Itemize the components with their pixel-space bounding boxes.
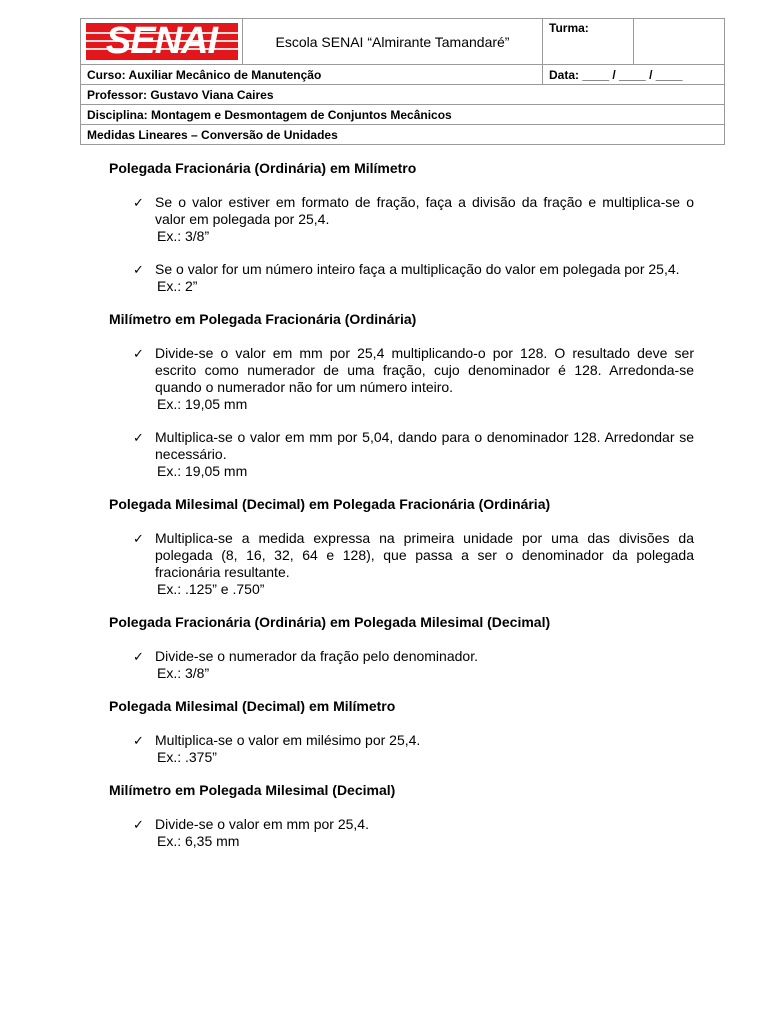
- checkmark-icon: ✓: [133, 346, 144, 361]
- section-title: Polegada Milesimal (Decimal) em Milímetro: [109, 698, 396, 714]
- checkmark-icon: ✓: [133, 733, 144, 748]
- list-item: [109, 732, 694, 766]
- list-item: [109, 530, 694, 598]
- section-title: Polegada Fracionária (Ordinária) em Milímetro: [109, 160, 417, 176]
- checkmark-icon: ✓: [133, 649, 144, 664]
- item-text: Se o valor for um número inteiro faça a multiplicação do valor em polegada por 25,4.: [155, 261, 680, 277]
- checkmark-icon: ✓: [133, 195, 144, 210]
- section-title: Milímetro em Polegada Fracionária (Ordinária): [109, 311, 417, 327]
- item-example: Ex.: 19,05 mm: [157, 396, 248, 412]
- item-example: Ex.: 6,35 mm: [157, 833, 240, 849]
- list-item: [109, 429, 694, 480]
- section-title: Polegada Milesimal (Decimal) em Polegada Fracionária (Ordinária): [109, 496, 551, 512]
- senai-logo-text: SENAI: [105, 23, 218, 60]
- discipline-field: Disciplina: Montagem e Desmontagem de Conjuntos Mecânicos: [81, 105, 725, 125]
- checkmark-icon: ✓: [133, 262, 144, 277]
- checkmark-icon: ✓: [133, 531, 144, 546]
- bullet-list: [109, 816, 694, 850]
- professor-field: Professor: Gustavo Viana Caires: [81, 85, 725, 105]
- item-example: Ex.: 3/8”: [157, 665, 210, 681]
- school-name: Escola SENAI “Almirante Tamandaré”: [243, 19, 543, 65]
- bullet-list: [109, 345, 694, 480]
- turma-label: Turma:: [543, 19, 634, 65]
- item-example: Ex.: 19,05 mm: [157, 463, 248, 479]
- course-field: Curso: Auxiliar Mecânico de Manutenção: [81, 65, 543, 85]
- list-item: [109, 345, 694, 413]
- list-item: [109, 648, 694, 682]
- bullet-list: [109, 648, 694, 682]
- list-item: [109, 816, 694, 850]
- item-example: Ex.: .125” e .750”: [157, 581, 265, 597]
- checkmark-icon: ✓: [133, 817, 144, 832]
- topic-field: Medidas Lineares – Conversão de Unidades: [81, 125, 725, 145]
- item-text: Se o valor estiver em formato de fração, faça a divisão da fração e multiplica-se o valor em polegada por 25,4.: [155, 194, 694, 227]
- document-header: [80, 18, 725, 145]
- checkmark-icon: ✓: [133, 430, 144, 445]
- document-body: [109, 160, 694, 850]
- item-text: Divide-se o valor em mm por 25,4.: [155, 816, 369, 832]
- date-field: Data: ____ / ____ / ____: [543, 65, 725, 85]
- senai-logo: [86, 23, 238, 60]
- bullet-list: [109, 194, 694, 295]
- bullet-list: [109, 530, 694, 598]
- section-title: Milímetro em Polegada Milesimal (Decimal): [109, 782, 396, 798]
- item-text: Multiplica-se a medida expressa na primeira unidade por uma das divisões da polegada (8, 16, 32, 64 e 128), que passa a ser o denominador da polegada fracionária resultante.: [155, 530, 694, 580]
- item-text: Divide-se o numerador da fração pelo denominador.: [155, 648, 478, 664]
- list-item: [109, 194, 694, 245]
- item-text: Multiplica-se o valor em mm por 5,04, dando para o denominador 128. Arredondar se necessário.: [155, 429, 694, 462]
- logo-cell: [81, 19, 243, 65]
- item-example: Ex.: .375”: [157, 749, 217, 765]
- item-example: Ex.: 2”: [157, 278, 198, 294]
- list-item: [109, 261, 694, 295]
- section-title: Polegada Fracionária (Ordinária) em Polegada Milesimal (Decimal): [109, 614, 551, 630]
- item-example: Ex.: 3/8”: [157, 228, 210, 244]
- bullet-list: [109, 732, 694, 766]
- item-text: Divide-se o valor em mm por 25,4 multiplicando-o por 128. O resultado deve ser escrito como numerador de uma fração, cujo denominador é 128. Arredonda-se quando o numerador não for um número inteiro.: [155, 345, 694, 395]
- turma-value-box: [634, 19, 725, 65]
- item-text: Multiplica-se o valor em milésimo por 25,4.: [155, 732, 421, 748]
